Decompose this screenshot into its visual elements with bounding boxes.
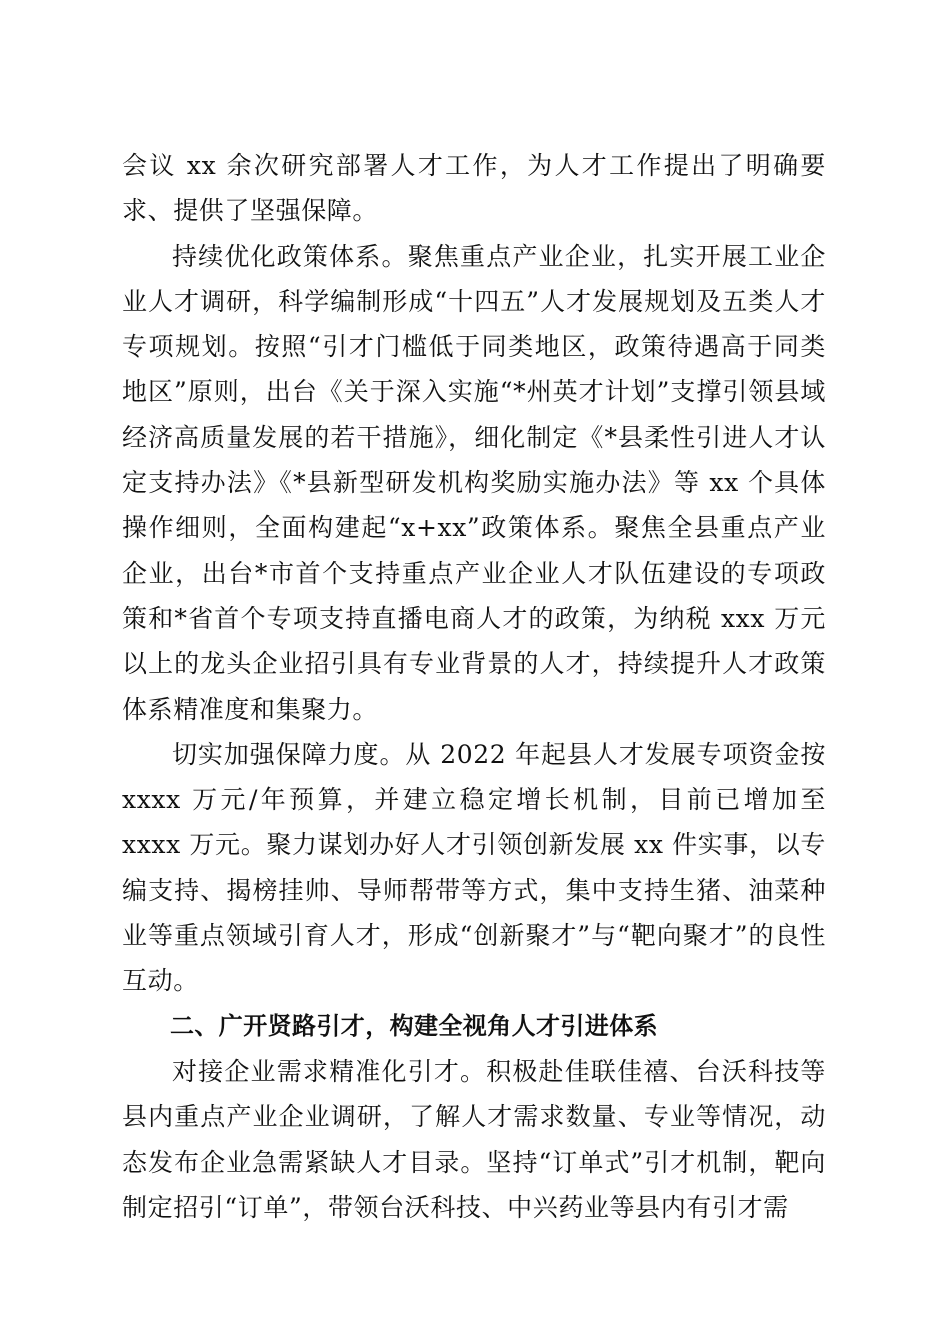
document-page [122,143,826,1230]
paragraph-funding-support: 切实加强保障力度。从 2022 年起县人才发展专项资金按 xxxx 万元/年预算，并建立稳定增长机制，目前已增加至 xxxx 万元。聚力谋划办好人才引领创新发展 xx 件实事，以专编支持、揭榜挂帅、导师帮带等方式，集中支持生猪、油菜种业等重点领域引育人才，形成“创新聚才”与“靶向聚才”的良性互动。 [122,739,826,996]
paragraph-continuation: 会议 xx 余次研究部署人才工作，为人才工作提出了明确要求、提供了坚强保障。 [122,151,826,226]
paragraph-policy-system: 持续优化政策体系。聚焦重点产业企业，扎实开展工业企业人才调研，科学编制形成“十四五”人才发展规划及五类人才专项规划。按照“引才门槛低于同类地区，政策待遇高于同类地区”原则，出台《关于深入实施“*州英才计划”支撑引领县域经济高质量发展的若干措施》，细化制定《*县柔性引进人才认定支持办法》《*县新型研发机构奖励实施办法》等 xx 个具体操作细则，全面构建起“x+xx”政策体系。聚焦全县重点产业企业，出台*市首个支持重点产业企业人才队伍建设的专项政策和*省首个专项支持直播电商人才的政策，为纳税 xxx 万元以上的龙头企业招引具有专业背景的人才，持续提升人才政策体系精准度和集聚力。 [122,241,826,724]
paragraph-enterprise-demand: 对接企业需求精准化引才。积极赴佳联佳禧、台沃科技等县内重点产业企业调研，了解人才需求数量、专业等情况，动态发布企业急需紧缺人才目录。坚持“订单式”引才机制，靶向制定招引“订单”，带领台沃科技、中兴药业等县内有引才需 [122,1056,826,1222]
section-heading: 二、广开贤路引才，构建全视角人才引进体系 [170,1011,658,1040]
